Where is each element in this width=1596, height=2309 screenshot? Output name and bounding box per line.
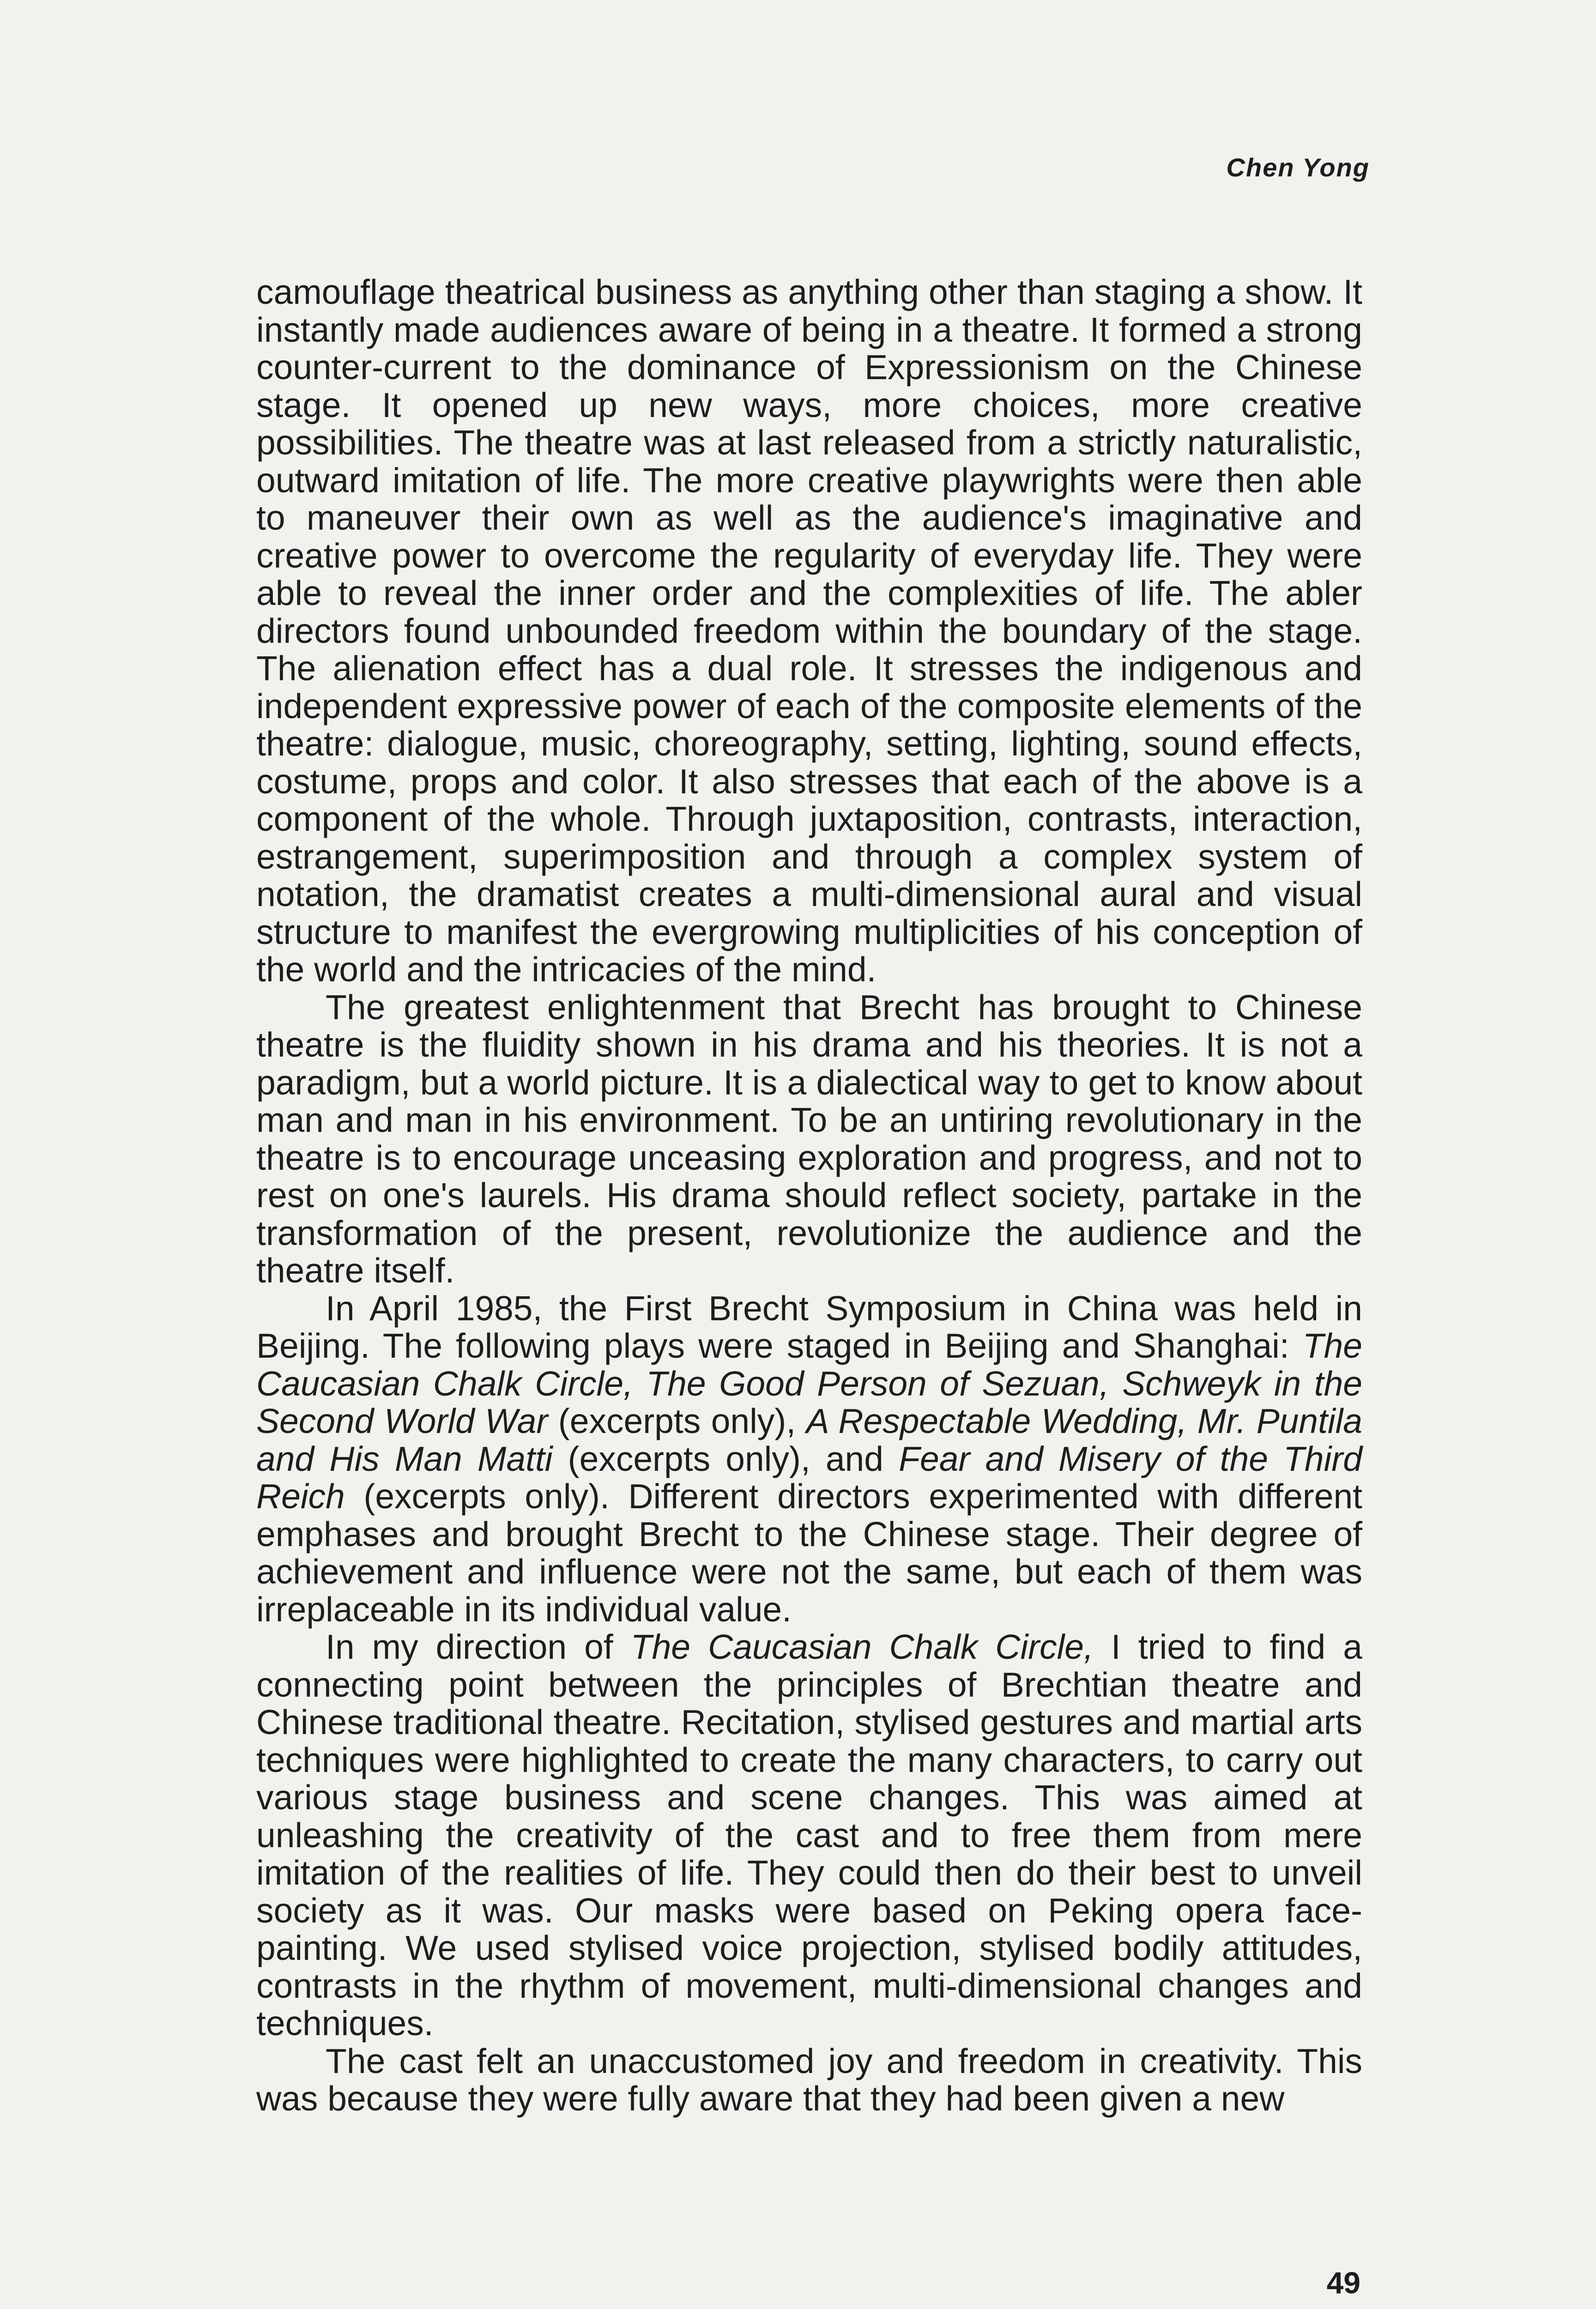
paragraph bbox=[256, 989, 1362, 1290]
play-title-italic: The Caucasian Chalk Circle, The Good Person of Sezuan, Schweyk in the Second World War bbox=[256, 1326, 1362, 1440]
text-segment: In April 1985, the First Brecht Symposium in China was held in Beijing. The following plays were staged in Beijing and Shanghai: bbox=[256, 1288, 1362, 1365]
body-text bbox=[256, 273, 1362, 2118]
text-segment: The cast felt an unaccustomed joy and freedom in creativity. This was because they were fully aware that they had been given a new bbox=[256, 2041, 1362, 2118]
play-title-italic: The Caucasian Chalk Circle, bbox=[630, 1627, 1094, 1666]
running-head: Chen Yong bbox=[1226, 153, 1370, 182]
text-segment: (excerpts only). Different directors experimented with different emphases and brought Brecht to the Chinese stage. Their degree of achievement and influence were not the same, but each of them was irreplaceable in its individual value. bbox=[256, 1477, 1362, 1629]
paragraph bbox=[256, 1290, 1362, 1629]
play-title-italic: Fear and Misery of the Third Reich bbox=[256, 1439, 1362, 1516]
text-segment: I tried to find a connecting point between the principles of Brechtian theatre and Chinese traditional theatre. Recitation, stylised gestures and martial arts techniques were highlighted to create the many characters, to carry out various stage business and scene changes. This was aimed at unleashing the creativity of the cast and to free them from mere imitation of the realities of life. They could then do their best to unveil society as it was. Our masks were based on Peking opera face-painting. We used stylised voice projection, stylised bodily attitudes, contrasts in the rhythm of movement, multi-dimensional changes and techniques. bbox=[256, 1627, 1363, 2043]
paragraph bbox=[256, 273, 1362, 989]
text-segment: The greatest enlightenment that Brecht has brought to Chinese theatre is the fluidity shown in his drama and his theories. It is not a paradigm, but a world picture. It is a dialectical way to get to know about man and man in his environment. To be an untiring revolutionary in the theatre is to encourage unceasing exploration and progress, and not to rest on one's laurels. His drama should reflect society, partake in the transformation of the present, revolutionize the audience and the theatre itself. bbox=[256, 987, 1362, 1290]
text-segment: (excerpts only), bbox=[548, 1402, 806, 1440]
text-segment: (excerpts only), and bbox=[552, 1439, 899, 1478]
text-segment: camouflage theatrical business as anything other than staging a show. It instantly made audiences aware of being in a theatre. It formed a strong counter-current to the dominance of Expressionism on the Chinese stage. It opened up new ways, more choices, more creative possibilities. The theatre was at last released from a strictly naturalistic, outward imitation of life. The more creative playwrights were then able to maneuver their own as well as the audience's imaginative and creative power to overcome the regularity of everyday life. They were able to reveal the inner order and the complexities of life. The abler directors found unbounded freedom within the boundary of the stage. The alienation effect has a dual role. It stresses the indigenous and independent expressive power of each of the composite elements of the theatre: dialogue, music, choreography, setting, lighting, sound effects, costume, props and color. It also stresses that each of the above is a component of the whole. Through juxtaposition, contrasts, interaction, estrangement, superimposition and through a complex system of notation, the dramatist creates a multi-dimensional aural and visual structure to manifest the evergrowing multiplicities of his conception of the world and the intricacies of the mind. bbox=[256, 272, 1362, 989]
text-segment: In my direction of bbox=[326, 1627, 631, 1666]
paragraph bbox=[256, 2043, 1362, 2118]
page-number: 49 bbox=[1326, 2266, 1360, 2300]
play-title-italic: A Respectable Wedding, Mr. Puntila and His Man Matti bbox=[256, 1402, 1363, 1478]
paragraph bbox=[256, 1628, 1362, 2043]
